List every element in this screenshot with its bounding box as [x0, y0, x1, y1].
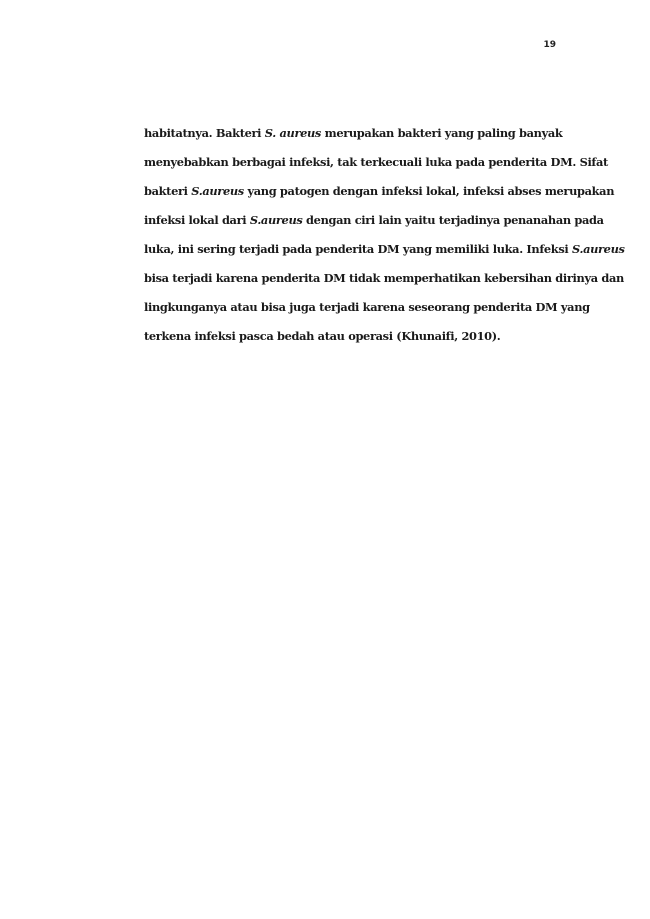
text-run: menyebabkan berbagai infeksi, tak terkecuali luka pada penderita DM. Sifat [144, 155, 608, 169]
text-run: luka, ini sering terjadi pada penderita DM yang memiliki luka. Infeksi [144, 242, 572, 256]
text-run: bisa terjadi karena penderita DM tidak memperhatikan kebersihan dirinya dan [144, 271, 624, 285]
text-run: infeksi lokal dari [144, 213, 250, 227]
text-line [144, 235, 625, 264]
text-run: dengan ciri lain yaitu terjadinya penanahan pada [302, 213, 604, 227]
text-line [144, 148, 608, 177]
text-line [144, 206, 604, 235]
page-number: 19 [543, 40, 556, 50]
text-run: bakteri [144, 184, 192, 198]
text-run: lingkunganya atau bisa juga terjadi karena seseorang penderita DM yang [144, 300, 590, 314]
text-line [144, 119, 563, 148]
text-run: merupakan bakteri yang paling banyak [321, 126, 563, 140]
text-line [144, 264, 624, 293]
text-run: habitatnya. Bakteri [144, 126, 265, 140]
text-line [144, 177, 615, 206]
text-run: yang patogen dengan infeksi lokal, infeksi abses merupakan [243, 184, 615, 198]
species-name: S.aureus [571, 242, 625, 256]
species-name: S. aureus [264, 126, 321, 140]
text-line [144, 293, 590, 322]
species-name: S.aureus [249, 213, 303, 227]
species-name: S.aureus [191, 184, 244, 198]
body-paragraph [144, 119, 625, 351]
text-line [144, 322, 557, 351]
text-run: terkena infeksi pasca bedah atau operasi (Khunaifi, 2010). [144, 329, 501, 343]
